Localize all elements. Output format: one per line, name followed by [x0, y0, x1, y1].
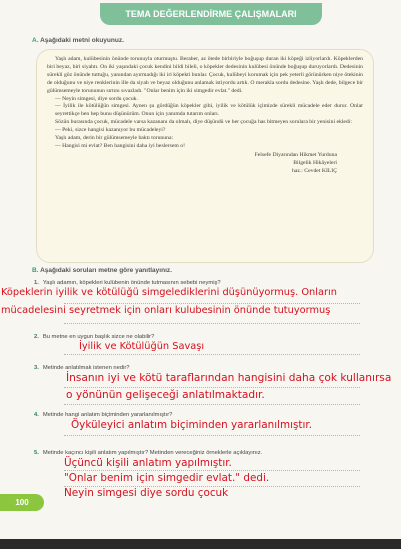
section-b-heading	[32, 267, 172, 274]
question-text: Metinde kaçıncı kişili anlatım yapılmıştır? Metinden vereceğiniz örneklerle açıklayınız.	[42, 450, 263, 456]
story-paragraph: — Neyin simgesi, diye sordu çocuk.	[55, 95, 138, 102]
question-text: Metinde anlatılmak istenen nedir?	[42, 365, 130, 371]
bottom-bar	[0, 539, 401, 549]
answer-line	[64, 435, 360, 436]
answer-4: Öyküleyici anlatım biçiminden yararlanılmıştır.	[71, 419, 313, 431]
section-a-letter: A.	[32, 37, 39, 44]
question-2	[34, 334, 154, 340]
story-paragraph: — Peki, sizce hangisi kazanıyor bu mücadeleyi?	[55, 127, 166, 134]
source-line: Bilgelik Hikâyeleri	[293, 159, 337, 166]
section-a-title: Aşağıdaki metni okuyunuz.	[40, 37, 124, 44]
answer-2: İyilik ve Kötülüğün Savaşı	[79, 341, 205, 352]
question-number: 3.	[34, 365, 39, 371]
question-number: 4.	[34, 412, 39, 418]
answer-3-line-1: İnsanın iyi ve kötü taraflarından hangisini daha çok kullanırsa	[66, 372, 392, 384]
story-paragraph: Sözün burasında çocuk, mücadele varsa kazananı da olmalı, diye düşündü ve her çocuğa has bitmeyen sorulara bir yenisini ekledi:	[55, 119, 352, 126]
story-paragraph: Yaşlı adam, derin bir gülümsemeyle baktı torununa:	[55, 135, 174, 142]
question-3	[34, 365, 130, 371]
story-paragraph: — Hangisi mi evlat? Ben hangisini daha iyi beslersem o!	[55, 142, 185, 149]
answer-line	[64, 404, 360, 405]
answer-3-line-2: o yönünün gelişeceği anlatılmaktadır.	[66, 389, 265, 401]
section-a-heading	[32, 37, 124, 44]
answer-5-line-3: Neyin simgesi diye sordu çocuk	[64, 487, 229, 499]
answer-line	[64, 354, 360, 355]
story-source	[47, 151, 363, 175]
story-text-box	[36, 49, 374, 263]
answer-5-line-2: "Onlar benim için simgedir evlat." dedi.	[64, 472, 270, 484]
question-1	[34, 280, 221, 286]
question-text: Yaşlı adamın, köpekleri kulübenin önünde tutmasının sebebi neymiş?	[42, 280, 221, 286]
answer-line	[64, 323, 360, 324]
story-paragraph: — İyilik ile kötülüğün simgesi. Aynen şu gördüğün köpekler gibi, iyilik ve kötülük içimizde sürekli mücadele eder durur. Onlar seyrettikçe ben hep bunu düşünürüm. Onun için yanımda tutarım onları.	[55, 103, 363, 118]
question-5	[34, 450, 262, 456]
answer-line	[64, 303, 360, 304]
answer-line	[64, 387, 360, 388]
section-b-title: Aşağıdaki soruları metne göre yanıtlayınız.	[40, 267, 172, 274]
theme-banner: TEMA DEĞERLENDİRME ÇALIŞMALARI	[100, 3, 322, 25]
question-number: 1.	[34, 280, 39, 286]
question-text: Metinde hangi anlatım biçiminden yararlanılmıştır?	[42, 412, 173, 418]
question-4	[34, 412, 172, 418]
question-number: 2.	[34, 334, 39, 340]
answer-line	[64, 470, 360, 471]
source-line: Felsefe Diyarından Hikmet Yurduna	[254, 151, 337, 158]
story-paragraph: Yaşlı adam, kulübesinin önünde torunuyla oturmuştu. Beraber, az ötede birbiriyle boğuşup duran iki köpeği izliyorlardı. Köpeklerden biri beyaz, biri siyahtı. On iki yaşındaki çocuk kendini bildi bileli, o köpekler dedesinin kulübesi önünde boğuşup duruyorlardı. Dedesinin sürekli göz önünde tuttuğu, yanından ayırmadığı iki iri köpekti bunlar. Çocuk, kulübeyi korumak için pek yeterli görünürken niye ötekinin de olduğunu ve niye renklerinin ille da siyah ve beyaz olduğunu anlamak istiyordu artık. O merakla sordu dedesine. Yaşlı dede, bilgece bir gülümsemeyle torununun sırtını sıvazladı. "Onlar benim için iki simgedir evlat." dedi.	[47, 56, 363, 94]
section-b-letter: B.	[32, 267, 39, 274]
question-number: 5.	[34, 450, 39, 456]
source-line: haz.: Cevdet KILIÇ	[291, 167, 337, 174]
answer-1-line-1: Köpeklerin iyilik ve kötülüğü simgelediklerini düşünüyormuş. Onların	[1, 287, 337, 298]
answer-1-line-2: mücadelesini seyretmek için onları kulubesinin önünde tutuyormuş	[1, 305, 331, 316]
answer-5-line-1: Üçüncü kişili anlatım yapılmıştır.	[64, 457, 232, 469]
question-text: Bu metne en uygun başlık sizce ne olabilir?	[42, 334, 155, 340]
page-number-tab: 100	[0, 494, 44, 511]
